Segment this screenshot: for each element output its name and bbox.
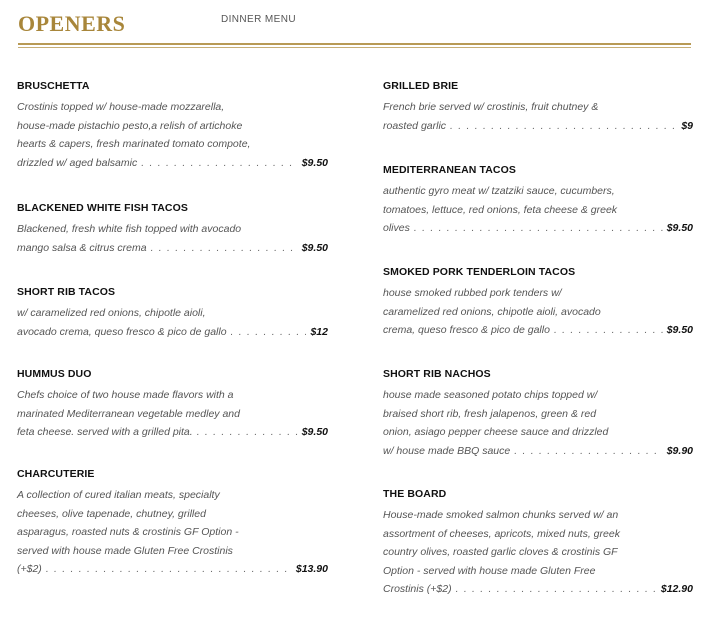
menu-item-price: $9.50 (301, 156, 328, 169)
menu-item-description-line: French brie served w/ crostinis, fruit chutney & (383, 101, 599, 113)
menu-item-description-last: roasted garlic (383, 119, 447, 132)
menu-item-description-last: Crostinis (+$2) (383, 583, 452, 595)
menu-item-description-line: assortment of cheeses, apricots, mixed nuts, greek (383, 527, 620, 540)
menu-item (383, 488, 693, 599)
menu-header (18, 8, 698, 48)
menu-item-description-last: mango salsa & citrus crema (17, 241, 147, 254)
menu-item-description-line: house-made pistachio pesto,a relish of artichoke (17, 119, 243, 132)
menu-item-price-line (383, 321, 693, 340)
menu-title: OPENERS (18, 11, 126, 36)
menu-item-price: $9.90 (666, 444, 693, 457)
menu-item-description-line: caramelized red onions, chipotle aioli, avocado (383, 305, 601, 318)
menu-item-price: $13.90 (295, 563, 328, 575)
menu-item (17, 368, 328, 442)
menu-item-description-last: feta cheese. served with a grilled pita. (17, 426, 193, 438)
dot-leader (456, 580, 657, 599)
menu-item-description-line: cheeses, olive tapenade, chutney, grilled (17, 507, 206, 520)
menu-item (17, 80, 328, 172)
dot-leader (450, 117, 677, 136)
menu-item-price: $12.90 (660, 583, 693, 595)
menu-item-price-line (17, 423, 328, 442)
menu-subtitle: DINNER MENU (221, 14, 296, 25)
menu-item-description-line: served with house made Gluten Free Crostinis (17, 544, 233, 557)
menu-item-name: BRUSCHETTA (17, 80, 90, 92)
menu-item-price: $9 (681, 119, 693, 132)
menu-item-description-line: house made seasoned potato chips topped w/ (383, 389, 598, 401)
dot-leader (414, 219, 663, 238)
menu-item-description-line: onion, asiago pepper cheese sauce and drizzled (383, 426, 609, 438)
menu-item-name: MEDITERRANEAN TACOS (383, 164, 516, 176)
menu-item-description-last: w/ house made BBQ sauce (383, 444, 511, 457)
menu-item-price-line (383, 117, 693, 136)
dot-leader (46, 560, 292, 579)
menu-item-description-line: House-made smoked salmon chunks served w/ an (383, 509, 619, 521)
menu-item-name: SHORT RIB NACHOS (383, 368, 491, 380)
menu-item-name: HUMMUS DUO (17, 368, 92, 380)
menu-item-description-last: crema, queso fresco & pico de gallo (383, 324, 550, 336)
menu-item-price: $9.50 (666, 222, 693, 234)
menu-item-description-line: Option - served with house made Gluten Free (383, 564, 596, 577)
menu-item-price: $9.50 (301, 426, 328, 438)
menu-item (17, 202, 328, 257)
menu-item-description-line: braised short rib, fresh jalapenos, green & red (383, 407, 597, 420)
menu-item-price-line (383, 219, 693, 238)
menu-item-name: SHORT RIB TACOS (17, 286, 116, 298)
dot-leader (151, 239, 298, 258)
menu-item (17, 286, 328, 341)
menu-item-price-line (17, 323, 328, 342)
menu-item-name: BLACKENED WHITE FISH TACOS (17, 202, 188, 214)
menu-item-description-line: A collection of cured italian meats, specialty (17, 489, 220, 501)
menu-item-description-last: olives (383, 222, 410, 234)
header-rule-thin (18, 47, 691, 48)
menu-item (383, 164, 693, 238)
menu-item-description-last: avocado crema, queso fresco & pico de gallo (17, 325, 227, 338)
menu-item (383, 80, 693, 135)
menu-item-description-line: house smoked rubbed pork tenders w/ (383, 287, 562, 299)
header-rule-thick (18, 43, 691, 45)
dot-leader (231, 323, 307, 342)
menu-item-price-line (17, 560, 328, 579)
menu-item-description-line: Blackened, fresh white fish topped with avocado (17, 223, 242, 235)
menu-item-price-line (17, 239, 328, 258)
menu-item-description-last: (+$2) (17, 563, 42, 575)
menu-item-description-line: hearts & capers, fresh marinated tomato compote, (17, 138, 251, 150)
menu-item-price-line (383, 442, 693, 461)
menu-item-description-line: w/ caramelized red onions, chipotle aioli, (17, 307, 206, 319)
menu-item-description-line: authentic gyro meat w/ tzatziki sauce, cucumbers, (383, 185, 615, 197)
menu-item-price: $9.50 (666, 324, 693, 336)
menu-item (17, 468, 328, 579)
menu-item (383, 266, 693, 340)
menu-item-name: SMOKED PORK TENDERLOIN TACOS (383, 266, 576, 278)
menu-item-price: $9.50 (301, 241, 328, 254)
menu-item-description-line: asparagus, roasted nuts & crostinis GF Option - (17, 526, 239, 538)
menu-item (383, 368, 693, 460)
menu-item-price-line (17, 154, 328, 173)
dot-leader (554, 321, 663, 340)
menu-item-description-line: Crostinis topped w/ house-made mozzarella, (17, 101, 225, 113)
menu-item-description-line: marinated Mediterranean vegetable medley and (17, 407, 240, 420)
menu-item-description-line: country olives, roasted garlic cloves & crostinis GF (383, 546, 618, 558)
dot-leader (514, 442, 662, 461)
menu-item-description-line: Chefs choice of two house made flavors with a (17, 389, 234, 401)
menu-item-description-last: drizzled w/ aged balsamic (17, 156, 138, 169)
dot-leader (141, 154, 297, 173)
menu-item-name: GRILLED BRIE (383, 80, 459, 92)
menu-item-name: CHARCUTERIE (17, 468, 95, 480)
menu-item-price: $12 (310, 325, 328, 338)
menu-item-price-line (383, 580, 693, 599)
dot-leader (197, 423, 298, 442)
menu-item-name: THE BOARD (383, 488, 447, 500)
menu-item-description-line: tomatoes, lettuce, red onions, feta cheese & greek (383, 203, 618, 216)
